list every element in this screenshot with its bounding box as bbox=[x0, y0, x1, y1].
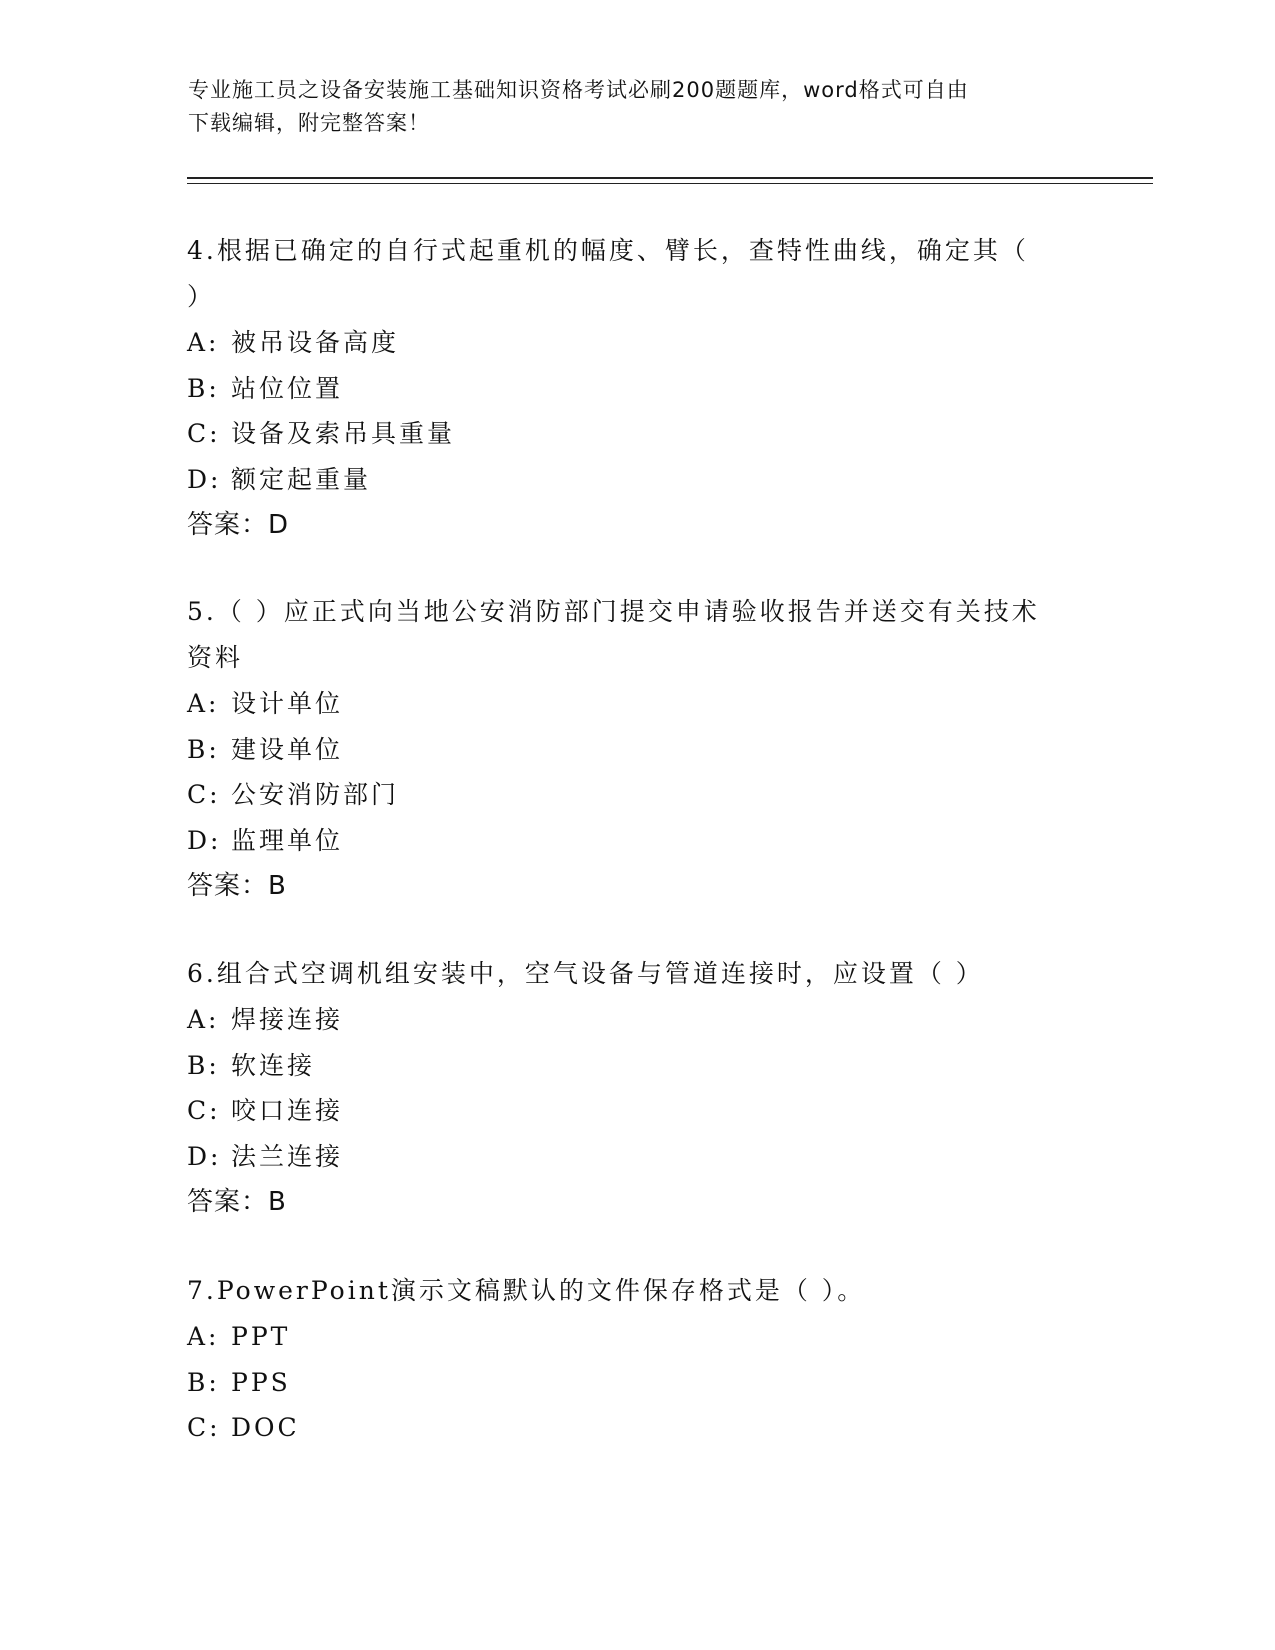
option-text: 被吊设备高度 bbox=[231, 328, 400, 357]
option-letter: C: bbox=[187, 1413, 221, 1442]
document-header bbox=[188, 74, 1088, 140]
option-letter: A: bbox=[187, 328, 220, 357]
option-letter: C: bbox=[187, 1096, 221, 1125]
option-text: 法兰连接 bbox=[231, 1141, 344, 1171]
option-c bbox=[187, 772, 1087, 818]
option-text: PPS bbox=[231, 1367, 291, 1397]
option-text: 站位位置 bbox=[231, 373, 344, 403]
option-letter: B: bbox=[187, 1367, 220, 1397]
question-text-continued: 资料 bbox=[187, 643, 244, 672]
question-text: 6.组合式空调机组安装中，空气设备与管道连接时，应设置（ ） bbox=[187, 959, 984, 988]
option-letter: D: bbox=[187, 825, 222, 855]
option-letter: B: bbox=[187, 373, 220, 403]
option-a bbox=[187, 681, 1087, 727]
option-text: 公安消防部门 bbox=[231, 780, 400, 809]
option-b bbox=[187, 1360, 1087, 1406]
question-text-continued: ） bbox=[187, 282, 216, 311]
option-text: 监理单位 bbox=[231, 825, 344, 855]
option-text: 设备及索吊具重量 bbox=[231, 419, 456, 448]
option-letter: A: bbox=[187, 1322, 220, 1351]
header-line-2: 下载编辑，附完整答案！ bbox=[188, 111, 430, 135]
option-d bbox=[187, 1134, 1087, 1180]
option-text: 设计单位 bbox=[231, 689, 344, 718]
question-4 bbox=[187, 228, 1087, 548]
option-letter: A: bbox=[187, 1005, 220, 1034]
header-line-1: 专业施工员之设备安装施工基础知识资格考试必刷200题题库，word格式可自由 bbox=[188, 78, 969, 102]
question-text: 5.（ ）应正式向当地公安消防部门提交申请验收报告并送交有关技术 bbox=[187, 597, 1040, 626]
option-letter: D: bbox=[187, 464, 222, 494]
option-text: 建设单位 bbox=[231, 734, 344, 764]
header-divider-thin bbox=[187, 183, 1153, 184]
option-d bbox=[187, 818, 1087, 864]
option-text: DOC bbox=[231, 1413, 300, 1442]
option-a bbox=[187, 997, 1087, 1043]
option-b bbox=[187, 1043, 1087, 1089]
option-text: PPT bbox=[231, 1322, 291, 1351]
option-text: 软连接 bbox=[231, 1050, 316, 1080]
option-letter: D: bbox=[187, 1141, 222, 1171]
option-letter: B: bbox=[187, 1050, 220, 1080]
header-divider-thick bbox=[187, 177, 1153, 179]
option-letter: C: bbox=[187, 780, 221, 809]
option-letter: B: bbox=[187, 734, 220, 764]
option-b bbox=[187, 727, 1087, 773]
option-a bbox=[187, 1314, 1087, 1360]
option-text: 咬口连接 bbox=[231, 1096, 344, 1125]
question-7 bbox=[187, 1268, 1087, 1451]
option-d bbox=[187, 457, 1087, 503]
question-6 bbox=[187, 951, 1087, 1225]
answer-line: 答案：D bbox=[187, 510, 290, 540]
option-c bbox=[187, 1405, 1087, 1451]
question-text: 4.根据已确定的自行式起重机的幅度、臂长，查特性曲线，确定其（ bbox=[187, 236, 1029, 265]
option-c bbox=[187, 411, 1087, 457]
option-text: 额定起重量 bbox=[231, 464, 372, 494]
option-b bbox=[187, 366, 1087, 412]
question-text: 7.PowerPoint演示文稿默认的文件保存格式是（ ）。 bbox=[187, 1276, 866, 1305]
answer-line: 答案：B bbox=[187, 1187, 287, 1217]
option-letter: A: bbox=[187, 689, 220, 718]
option-text: 焊接连接 bbox=[231, 1005, 344, 1034]
option-a bbox=[187, 320, 1087, 366]
option-c bbox=[187, 1088, 1087, 1134]
question-5 bbox=[187, 589, 1087, 909]
answer-line: 答案：B bbox=[187, 871, 287, 901]
option-letter: C: bbox=[187, 419, 221, 448]
